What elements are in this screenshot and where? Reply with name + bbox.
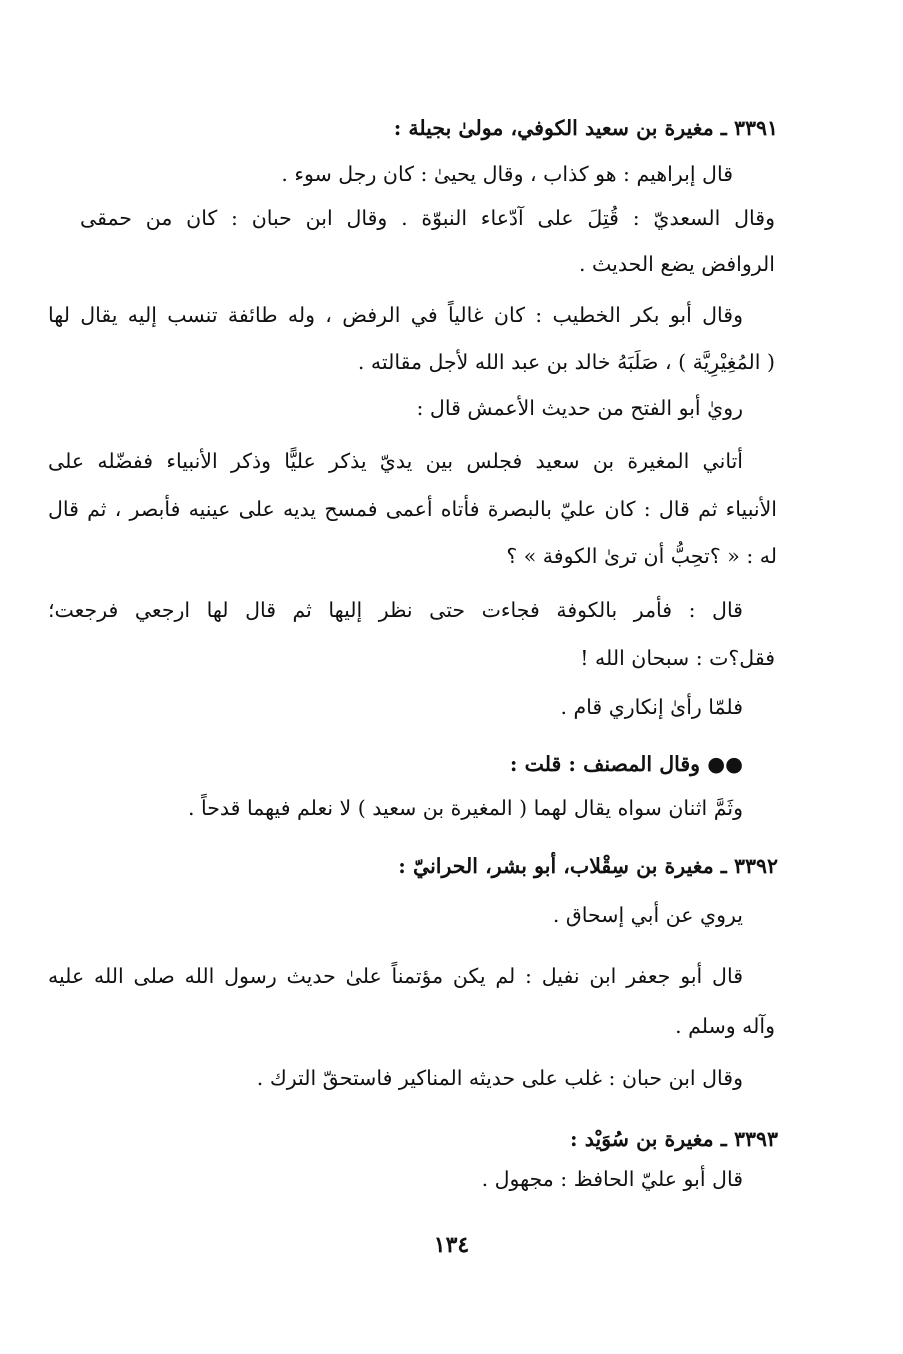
text-line: وثَمَّ اثنان سواه يقال لهما ( المغيرة بن سعيد ) لا نعلم فيهما قدحاً . bbox=[187, 796, 743, 820]
text-line: أتاني المغيرة بن سعيد فجلس بين يديّ يذكر عليًّا وذكر الأنبياء ففضّله على bbox=[48, 449, 743, 473]
text-line: فلمّا رأىٰ إنكاري قام . bbox=[560, 695, 743, 719]
text-line: رويٰ أبو الفتح من حديث الأعمش قال : bbox=[416, 396, 743, 420]
text-line: وقال السعديّ : قُتِلَ على آدّعاء النبوّة . وقال ابن حبان : كان من حمقى bbox=[80, 206, 775, 230]
text-line: ( المُغِيْرِيَّة ) ، صَلَبَهُ خالد بن عبد الله لأجل مقالته . bbox=[357, 350, 775, 374]
entry-3392-heading: ٣٣٩٢ ـ مغيرة بن سِقْلاب، أبو بشر، الحرانيّ : bbox=[398, 854, 778, 878]
text-line: له : « ؟تحِبُّ أن ترىٰ الكوفة » ؟ bbox=[506, 544, 777, 568]
text-line: وآله وسلم . bbox=[675, 1014, 775, 1038]
entry-3393-heading: ٣٣٩٣ ـ مغيرة بن سُوَيْد : bbox=[570, 1127, 778, 1151]
text-line: وقال أبو بكر الخطيب : كان غالياً في الرفض ، وله طائفة تنسب إليه يقال لها bbox=[48, 303, 743, 327]
entry-3391-heading: ٣٣٩١ ـ مغيرة بن سعيد الكوفي، مولىٰ بجيلة : bbox=[393, 116, 778, 140]
text-line: يروي عن أبي إسحاق . bbox=[552, 903, 743, 927]
text-line: قال أبو عليّ الحافظ : مجهول . bbox=[481, 1167, 743, 1191]
text-line: قال : فأمر بالكوفة فجاءت حتى نظر إليها ثم قال لها ارجعي فرجعت؛ bbox=[48, 598, 743, 622]
page-number: ١٣٤ bbox=[433, 1232, 470, 1258]
text-line: الروافض يضع الحديث . bbox=[579, 252, 775, 276]
text-line: الأنبياء ثم قال : كان عليّ بالبصرة فأتاه أعمى فمسح يديه على عينيه فأبصر ، ثم قال bbox=[48, 497, 777, 521]
text-line: فقل؟ت : سبحان الله ! bbox=[580, 646, 775, 670]
author-note-heading: ●● وقال المصنف : قلت : bbox=[509, 752, 743, 776]
text-line: وقال ابن حبان : غلب على حديثه المناكير فاستحقّ الترك . bbox=[256, 1066, 743, 1090]
text-line: قال أبو جعفر ابن نفيل : لم يكن مؤتمناً علىٰ حديث رسول الله صلى الله عليه bbox=[48, 964, 743, 988]
text-line: قال إبراهيم : هو كذاب ، وقال يحيىٰ : كان رجل سوء . bbox=[281, 162, 733, 186]
